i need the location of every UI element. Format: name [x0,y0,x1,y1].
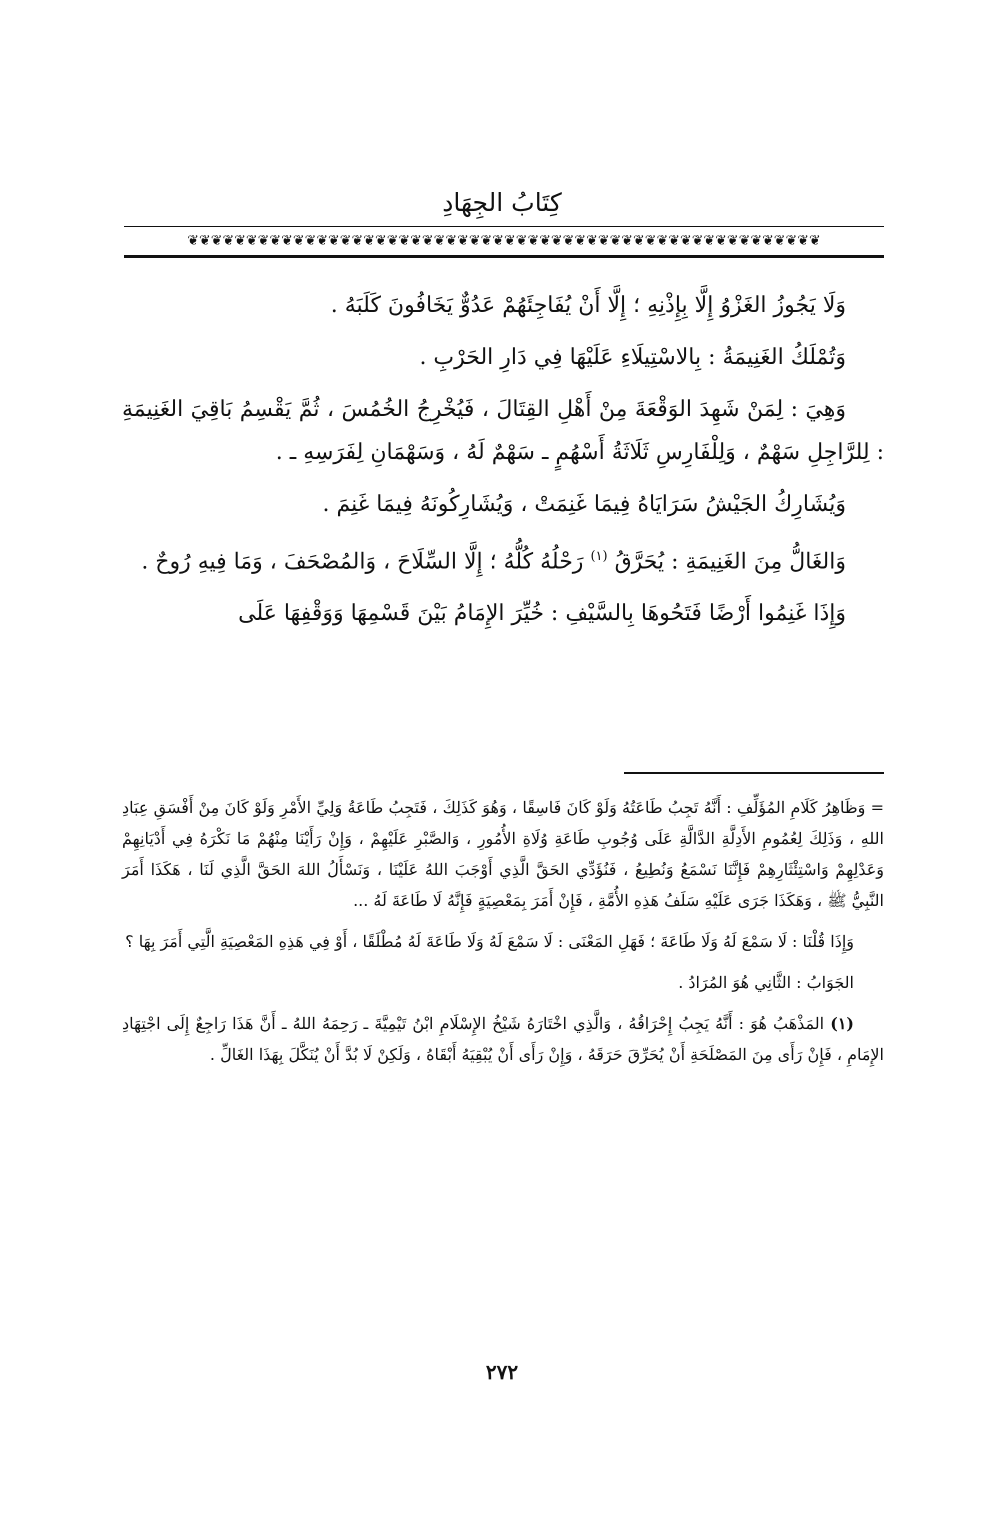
footnote-continuation: = وَظَاهِرُ كَلَامِ المُؤَلِّفِ : أَنَّهُ تَجِبُ طَاعَتُهُ وَلَوْ كَانَ فَاسِقًا ، وَهُوَ كَذَلِكَ ، فَتَجِبُ طَاعَةُ وَلِيِّ الأَمْرِ وَلَوْ كَانَ مِنْ أَفْسَقِ عِبَادِ اللهِ ، وَذَلِكَ لِعُمُومِ الأَدِلَّةِ الدَّالَّةِ عَلَى وُجُوبِ طَاعَةِ وُلَاةِ الأُمُورِ ، وَالصَّبْرِ عَلَيْهِمْ ، وَإِنْ رَأَيْنَا مِنْهُمْ مَا نَكْرَهُ فِي أَدْيَانِهِمْ وَعَدْلِهِمْ وَاسْتِئْثَارِهِمْ فَإِنَّنَا نَسْمَعُ وَنُطِيعُ ، فَنُؤَدِّي الحَقَّ الَّذِي أَوْجَبَ اللهُ عَلَيْنَا ، وَنَسْأَلُ اللهَ الحَقَّ الَّذِي لَنَا ، هَكَذَا أَمَرَ النَّبِيُّ ﷺ ، وَهَكَذَا جَرَى عَلَيْهِ سَلَفُ هَذِهِ الأُمَّةِ ، فَإِنْ أَمَرَ بِمَعْصِيَةٍ فَإِنَّهُ لَا طَاعَةَ لَهُ ... [122,798,884,910]
paragraph-part: وَالغَالُّ مِنَ الغَنِيمَةِ : يُحَرَّقُ [614,549,846,575]
footnote-1 [122,1008,884,1070]
footnote-number: (١) [830,1014,854,1033]
footnotes [122,792,884,1080]
footnote-paragraph: الجَوَابُ : الثَّانِي هُوَ المُرَادُ . [678,973,854,992]
paragraph: وَلَا يَجُوزُ الغَزْوُ إِلَّا بِإِذْنِهِ ؛ إِلَّا أَنْ يُفَاجِئَهُمْ عَدُوٌّ يَخَافُونَ كَلَبَهُ . [330,293,846,318]
paragraph: وَتُمْلَكُ الغَنِيمَةُ : بِالاسْتِيلَاءِ عَلَيْهَا فِي دَارِ الحَرْبِ . [419,345,846,370]
main-text [122,284,884,644]
chapter-title: كِتَابُ الجِهَادِ [442,188,562,217]
paragraph-part: رَحْلُهُ كُلُّهُ ؛ إِلَّا السِّلَاحَ ، وَالمُصْحَفَ ، وَمَا فِيهِ رُوحٌ . [141,549,584,575]
footnote-paragraph: وَإِذَا قُلْنَا : لَا سَمْعَ لَهُ وَلَا طَاعَةَ ؛ فَهَلِ المَعْنَى : لَا سَمْعَ لَهُ وَلَا طَاعَةَ لَهُ مُطْلَقًا ، أَوْ فِي هَذِهِ المَعْصِيَةِ الَّتِي أَمَرَ بِهَا ؟ [125,932,854,951]
paragraph: وَإِذَا غَنِمُوا أَرْضًا فَتَحُوهَا بِالسَّيْفِ : خُيِّرَ الإِمَامُ بَيْنَ قَسْمِهَا وَوَقْفِهَا عَلَى [238,601,846,627]
ornament-pattern: ❦❦❦❦❦❦❦❦❦❦❦❦❦❦❦❦❦❦❦❦❦❦❦❦❦❦❦❦❦❦❦❦❦❦❦❦❦❦❦❦❦❦❦❦❦❦❦❦❦❦❦❦❦❦ [187,233,821,249]
footnote-divider [624,772,884,774]
footnote-reference: (١) [590,549,608,564]
footnote-text: المَذْهَبُ هُوَ : أَنَّهُ يَجِبُ إِحْرَاقُهُ ، وَالَّذِي اخْتَارَهُ شَيْخُ الإِسْلَامِ ابْنُ تَيْمِيَّةَ ـ رَحِمَهُ اللهُ ـ أَنَّ هَذَا رَاجِعٌ إِلَى اجْتِهَادِ الإِمَامِ ، فَإِنْ رَأَى مِنَ المَصْلَحَةِ أَنْ يُحَرِّقَ حَرَقَهُ ، وَإِنْ رَأَى أَنْ يُبْقِيَهُ أَبْقَاهُ ، وَلَكِنْ لَا بُدَّ أَنْ يُنَكَّلَ بِهَذَا الغَالِّ . [122,1014,884,1064]
paragraph: وَيُشَارِكُ الجَيْشُ سَرَايَاهُ فِيمَا غَنِمَتْ ، وَيُشَارِكُونَهُ فِيمَا غَنِمَ . [322,492,846,517]
header-ornament-border [124,226,884,258]
paragraph [122,535,884,583]
paragraph: وَهِيَ : لِمَنْ شَهِدَ الوَقْعَةَ مِنْ أَهْلِ القِتَالَ ، فَيُخْرِجُ الخُمُسَ ، ثُمَّ يَقْسِمُ بَاقِيَ الغَنِيمَةِ : لِلرَّاجِلِ سَهْمٌ ، وَلِلْفَارِسِ ثَلَاثَةُ أَسْهُمٍ ـ سَهْمٌ لَهُ ، وَسَهْمَانِ لِفَرَسِهِ ـ . [122,397,884,465]
page-number: ٢٧٢ [485,1360,519,1384]
